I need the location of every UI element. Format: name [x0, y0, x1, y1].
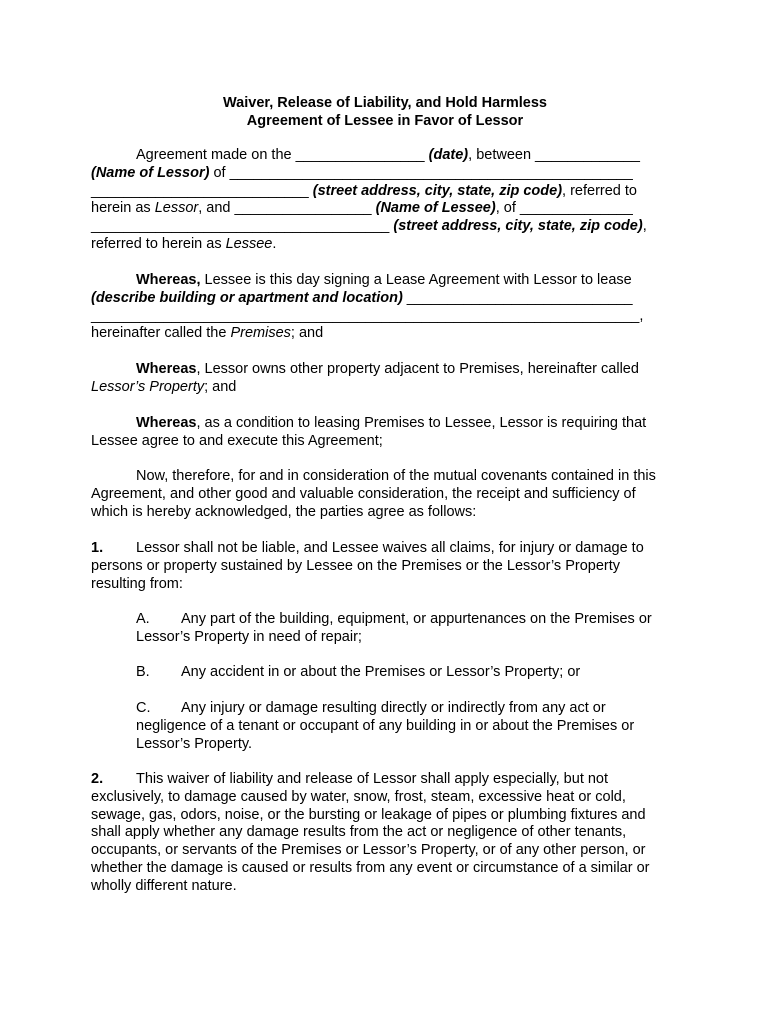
- section-number: 1.: [91, 540, 104, 556]
- intro-paragraph: [91, 147, 681, 254]
- whereas-line: Lessee agree to and execute this Agreement;: [91, 432, 383, 449]
- defined-term: Lessor: [154, 200, 199, 217]
- section-line: sewage, gas, odors, noise, or the bursting or leakage of pipes or plumbing fixtures and: [91, 806, 646, 823]
- section-line: shall apply whether any damage results from the act or negligence of other tenants,: [91, 824, 627, 841]
- paragraph-line: Now, therefore, for and in consideration of the mutual covenants contained in this: [136, 468, 656, 484]
- document-title-line-1: Waiver, Release of Liability, and Hold Harmless: [223, 95, 547, 111]
- text: herein as: [91, 200, 155, 217]
- list-item-label: B.: [136, 664, 150, 680]
- intro-line: [91, 236, 681, 254]
- text: ___________________________: [91, 182, 313, 199]
- whereas-line: [91, 361, 681, 379]
- list-item-c: [136, 700, 634, 753]
- text: Lessor shall not be liable, and Lessee waives all claims, for injury or damage to: [136, 540, 644, 556]
- text: , Lessor owns other property adjacent to Premises, hereinafter called: [196, 361, 639, 377]
- now-therefore-paragraph: [91, 468, 681, 521]
- intro-line: [91, 218, 681, 236]
- section-line: [91, 771, 681, 789]
- whereas-label: Whereas,: [136, 272, 201, 288]
- whereas-clause-2: [91, 361, 681, 397]
- text: , of ______________: [495, 200, 633, 217]
- whereas-line: [91, 325, 681, 343]
- whereas-line: ____________________________________________________________________,: [91, 307, 644, 324]
- section-2: [91, 771, 681, 896]
- lessor-name-placeholder: (Name of Lessor): [91, 164, 210, 181]
- whereas-clause-1: [91, 272, 681, 343]
- defined-term: Premises: [230, 325, 291, 342]
- text: Lessee is this day signing a Lease Agreement with Lessor to lease: [200, 272, 632, 288]
- text: , and _________________: [198, 200, 376, 217]
- text: ; and: [290, 325, 324, 342]
- text: Any injury or damage resulting directly or indirectly from any act or: [181, 700, 606, 716]
- list-item-line: [136, 700, 634, 718]
- intro-line: [91, 147, 681, 165]
- text: of __________________________________________________: [209, 164, 633, 181]
- text: This waiver of liability and release of Lessor shall apply especially, but not: [136, 771, 609, 787]
- section-line: occupants, or servants of the Premises or Lessor’s Property, or of any other person, or: [91, 842, 646, 859]
- text: .: [272, 235, 277, 252]
- intro-line: [91, 165, 681, 183]
- section-line: [91, 540, 681, 558]
- text: Agreement made on the ________________: [136, 147, 429, 163]
- whereas-line: [91, 272, 681, 290]
- paragraph-line: Agreement, and other good and valuable consideration, the receipt and sufficiency of: [91, 485, 636, 502]
- section-line: resulting from:: [91, 575, 183, 592]
- list-item-line: Lessor’s Property in need of repair;: [136, 628, 362, 645]
- text: , as a condition to leasing Premises to Lessee, Lessor is requiring that: [196, 415, 647, 431]
- document-title-line-2: Agreement of Lessee in Favor of Lessor: [246, 113, 524, 129]
- intro-line: [91, 200, 681, 218]
- list-item-line: [136, 611, 652, 629]
- whereas-line: [91, 379, 681, 397]
- section-line: wholly different nature.: [91, 877, 237, 894]
- section-1: [91, 540, 681, 593]
- intro-line: [91, 183, 681, 201]
- text: , referred to: [562, 182, 637, 199]
- whereas-clause-3: [91, 415, 681, 451]
- premises-description-placeholder: (describe building or apartment and location): [91, 289, 403, 306]
- lessor-address-placeholder: (street address, city, state, zip code): [312, 182, 563, 199]
- defined-term: Lessee: [225, 235, 273, 252]
- section-number: 2.: [91, 771, 104, 787]
- list-item-label: C.: [136, 700, 151, 716]
- section-line: exclusively, to damage caused by water, snow, frost, steam, excessive heat or cold,: [91, 788, 626, 805]
- list-item-line: Lessor’s Property.: [136, 735, 253, 752]
- whereas-line: [91, 290, 681, 308]
- list-item-line: [136, 664, 580, 682]
- whereas-label: Whereas: [136, 361, 197, 377]
- text: ____________________________: [402, 289, 633, 306]
- defined-term: Lessor’s Property: [91, 378, 205, 395]
- text: Any accident in or about the Premises or Lessor’s Property; or: [181, 664, 581, 680]
- list-item-b: [136, 664, 580, 682]
- text: ; and: [204, 378, 237, 395]
- paragraph-line: which is hereby acknowledged, the parties agree as follows:: [91, 503, 477, 520]
- list-item-a: [136, 611, 652, 647]
- text: _____________________________________: [91, 218, 394, 235]
- whereas-label: Whereas: [136, 415, 197, 431]
- text: referred to herein as: [91, 235, 226, 252]
- lessee-address-placeholder: (street address, city, state, zip code): [393, 218, 643, 235]
- lessee-name-placeholder: (Name of Lessee): [375, 200, 496, 217]
- text: hereinafter called the: [91, 325, 231, 342]
- whereas-line: [91, 415, 681, 433]
- section-line: whether the damage is caused or results from any event or circumstance of a similar or: [91, 859, 650, 876]
- date-placeholder: (date): [428, 147, 469, 163]
- section-line: persons or property sustained by Lessee on the Premises or the Lessor’s Property: [91, 557, 620, 574]
- list-item-label: A.: [136, 611, 150, 627]
- text: , between _____________: [468, 147, 640, 163]
- text: ,: [642, 218, 647, 235]
- list-item-line: negligence of a tenant or occupant of any building in or about the Premises or: [136, 717, 635, 734]
- text: Any part of the building, equipment, or appurtenances on the Premises or: [181, 611, 652, 627]
